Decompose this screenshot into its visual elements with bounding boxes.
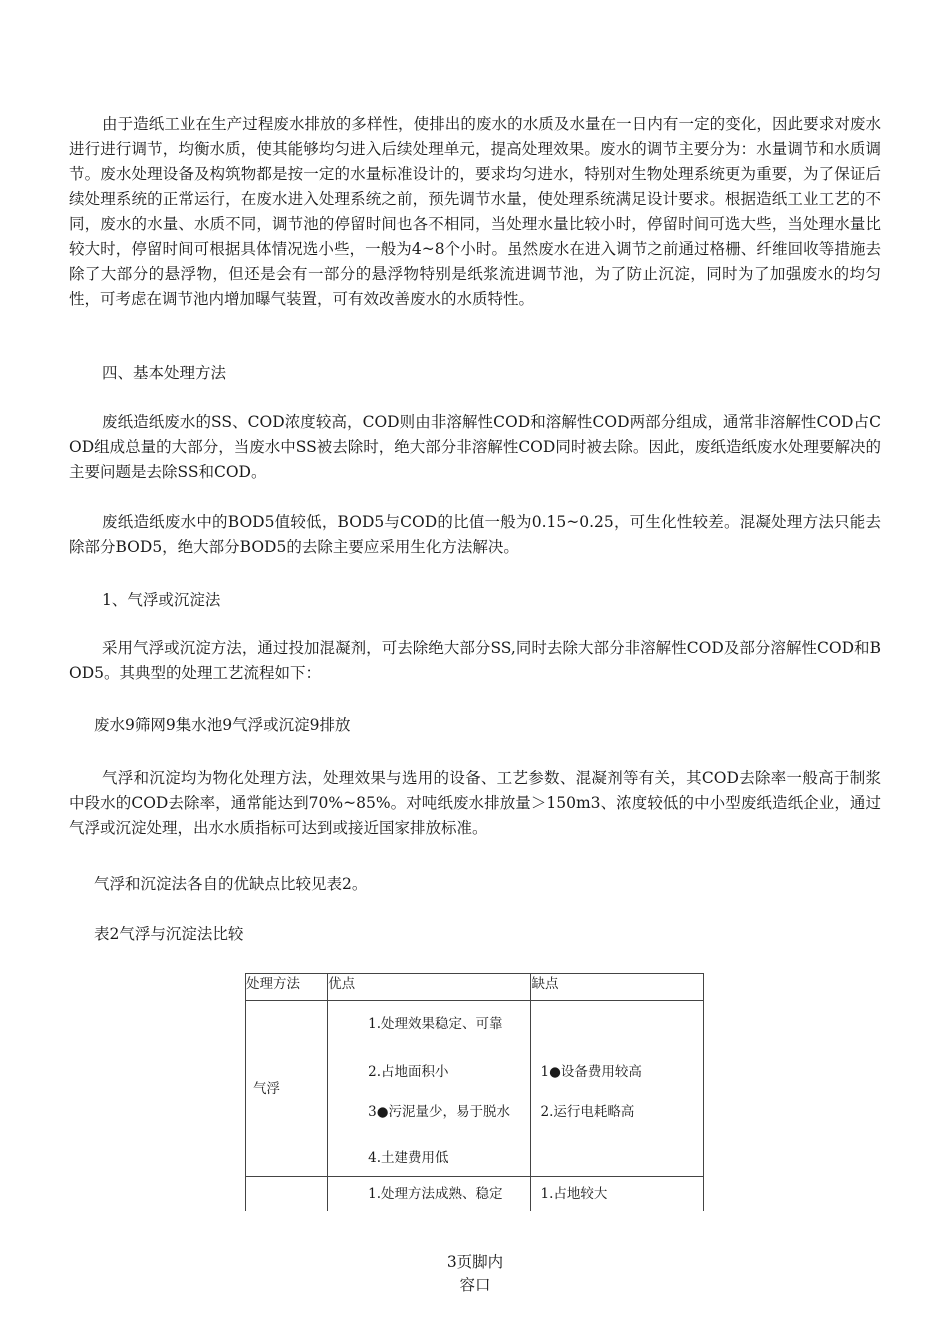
comparison-table: [245, 973, 704, 1211]
process-flow-line: 废水9筛网9集水池9气浮或沉淀9排放: [94, 716, 351, 734]
header-method: 处理方法: [246, 974, 328, 1001]
row2-method: [246, 1177, 328, 1212]
footer-line-2: 容口: [459, 1276, 491, 1294]
row1-pro-4: 4.土建费用低: [368, 1150, 449, 1166]
row2-pros: [328, 1177, 531, 1212]
row1-pro-3: 3●污泥量少，易于脱水: [368, 1104, 510, 1120]
table-row: [246, 1001, 704, 1177]
table-reference-sentence: 气浮和沉淀法各自的优缺点比较见表2。: [94, 875, 368, 893]
paragraph-regulation: 由于造纸工业在生产过程废水排放的多样性，使排出的废水的水质及水量在一日内有一定的变化，因此要求对废水进行进行调节，均衡水质，使其能够均匀进入后续处理单元，提高处理效果。废水的调节主要分为：水量调节和水质调节。废水处理设备及构筑物都是按一定的水量标准设计的，要求均匀进水，特别对生物处理系统更为重要，为了保证后续处理系统的正常运行，在废水进入处理系统之前，预先调节水量，使处理系统满足设计要求。根据造纸工业工艺的不同，废水的水量、水质不同，调节池的停留时间也各不相同，当处理水量比较小时，停留时间可选大些，当处理水量比较大时，停留时间可根据具体情况选小些，一般为4~8个小时。虽然废水在进入调节之前通过格栅、纤维回收等措施去除了大部分的悬浮物，但还是会有一部分的悬浮物特别是纸浆流进调节池，为了防止沉淀，同时为了加强废水的均匀性，可考虑在调节池内增加曝气装置，可有效改善废水的水质特性。: [69, 115, 881, 308]
row1-pro-2: 2.占地面积小: [368, 1064, 449, 1080]
row1-method: 气浮: [246, 1001, 328, 1177]
header-pros: 优点: [328, 974, 531, 1001]
section-heading-basic-methods: 四、基本处理方法: [102, 364, 227, 382]
table-clip-region: [0, 973, 950, 1211]
header-cons: 缺点: [531, 974, 704, 1001]
row2-con-1: 1.占地较大: [540, 1186, 608, 1202]
table-caption: 表2气浮与沉淀法比较: [94, 925, 244, 943]
page-footer: [0, 1251, 950, 1297]
row1-pro-1: 1.处理效果稳定、可靠: [368, 1016, 503, 1032]
paragraph-removal-rate: 气浮和沉淀均为物化处理方法，处理效果与选用的设备、工艺参数、混凝剂等有关，其COD去除率一般高于制浆中段水的COD去除率，通常能达到70%~85%。对吨纸废水排放量＞150m3、浓度较低的中小型废纸造纸企业，通过气浮或沉淀处理，出水水质指标可达到或接近国家排放标准。: [69, 769, 881, 837]
footer-line-1: 3页脚内: [446, 1253, 504, 1271]
row2-pro-1: 1.处理方法成熟、稳定: [368, 1186, 503, 1202]
paragraph-ss-cod: 废纸造纸废水的SS、COD浓度较高，COD则由非溶解性COD和溶解性COD两部分组成，通常非溶解性COD占COD组成总量的大部分，当废水中SS被去除时，绝大部分非溶解性COD同时被去除。因此，废纸造纸废水处理要解决的主要问题是去除SS和COD。: [69, 413, 881, 481]
paragraph-bod5: 废纸造纸废水中的BOD5值较低，BOD5与COD的比值一般为0.15~0.25，可生化性较差。混凝处理方法只能去除部分BOD5，绝大部分BOD5的去除主要应采用生化方法解决。: [69, 513, 881, 556]
table-header-row: [246, 974, 704, 1001]
row1-con-1: 1●设备费用较高: [540, 1064, 642, 1080]
paragraph-coagulant: 采用气浮或沉淀方法，通过投加混凝剂，可去除绝大部分SS,同时去除大部分非溶解性COD及部分溶解性COD和BOD5。其典型的处理工艺流程如下：: [69, 639, 881, 682]
row1-cons: [531, 1001, 704, 1177]
row1-pros: [328, 1001, 531, 1177]
subheading-flotation-sedimentation: 1、气浮或沉淀法: [102, 591, 221, 609]
row2-cons: [531, 1177, 704, 1212]
row1-con-2: 2.运行电耗略高: [540, 1104, 635, 1120]
table-row: [246, 1177, 704, 1212]
